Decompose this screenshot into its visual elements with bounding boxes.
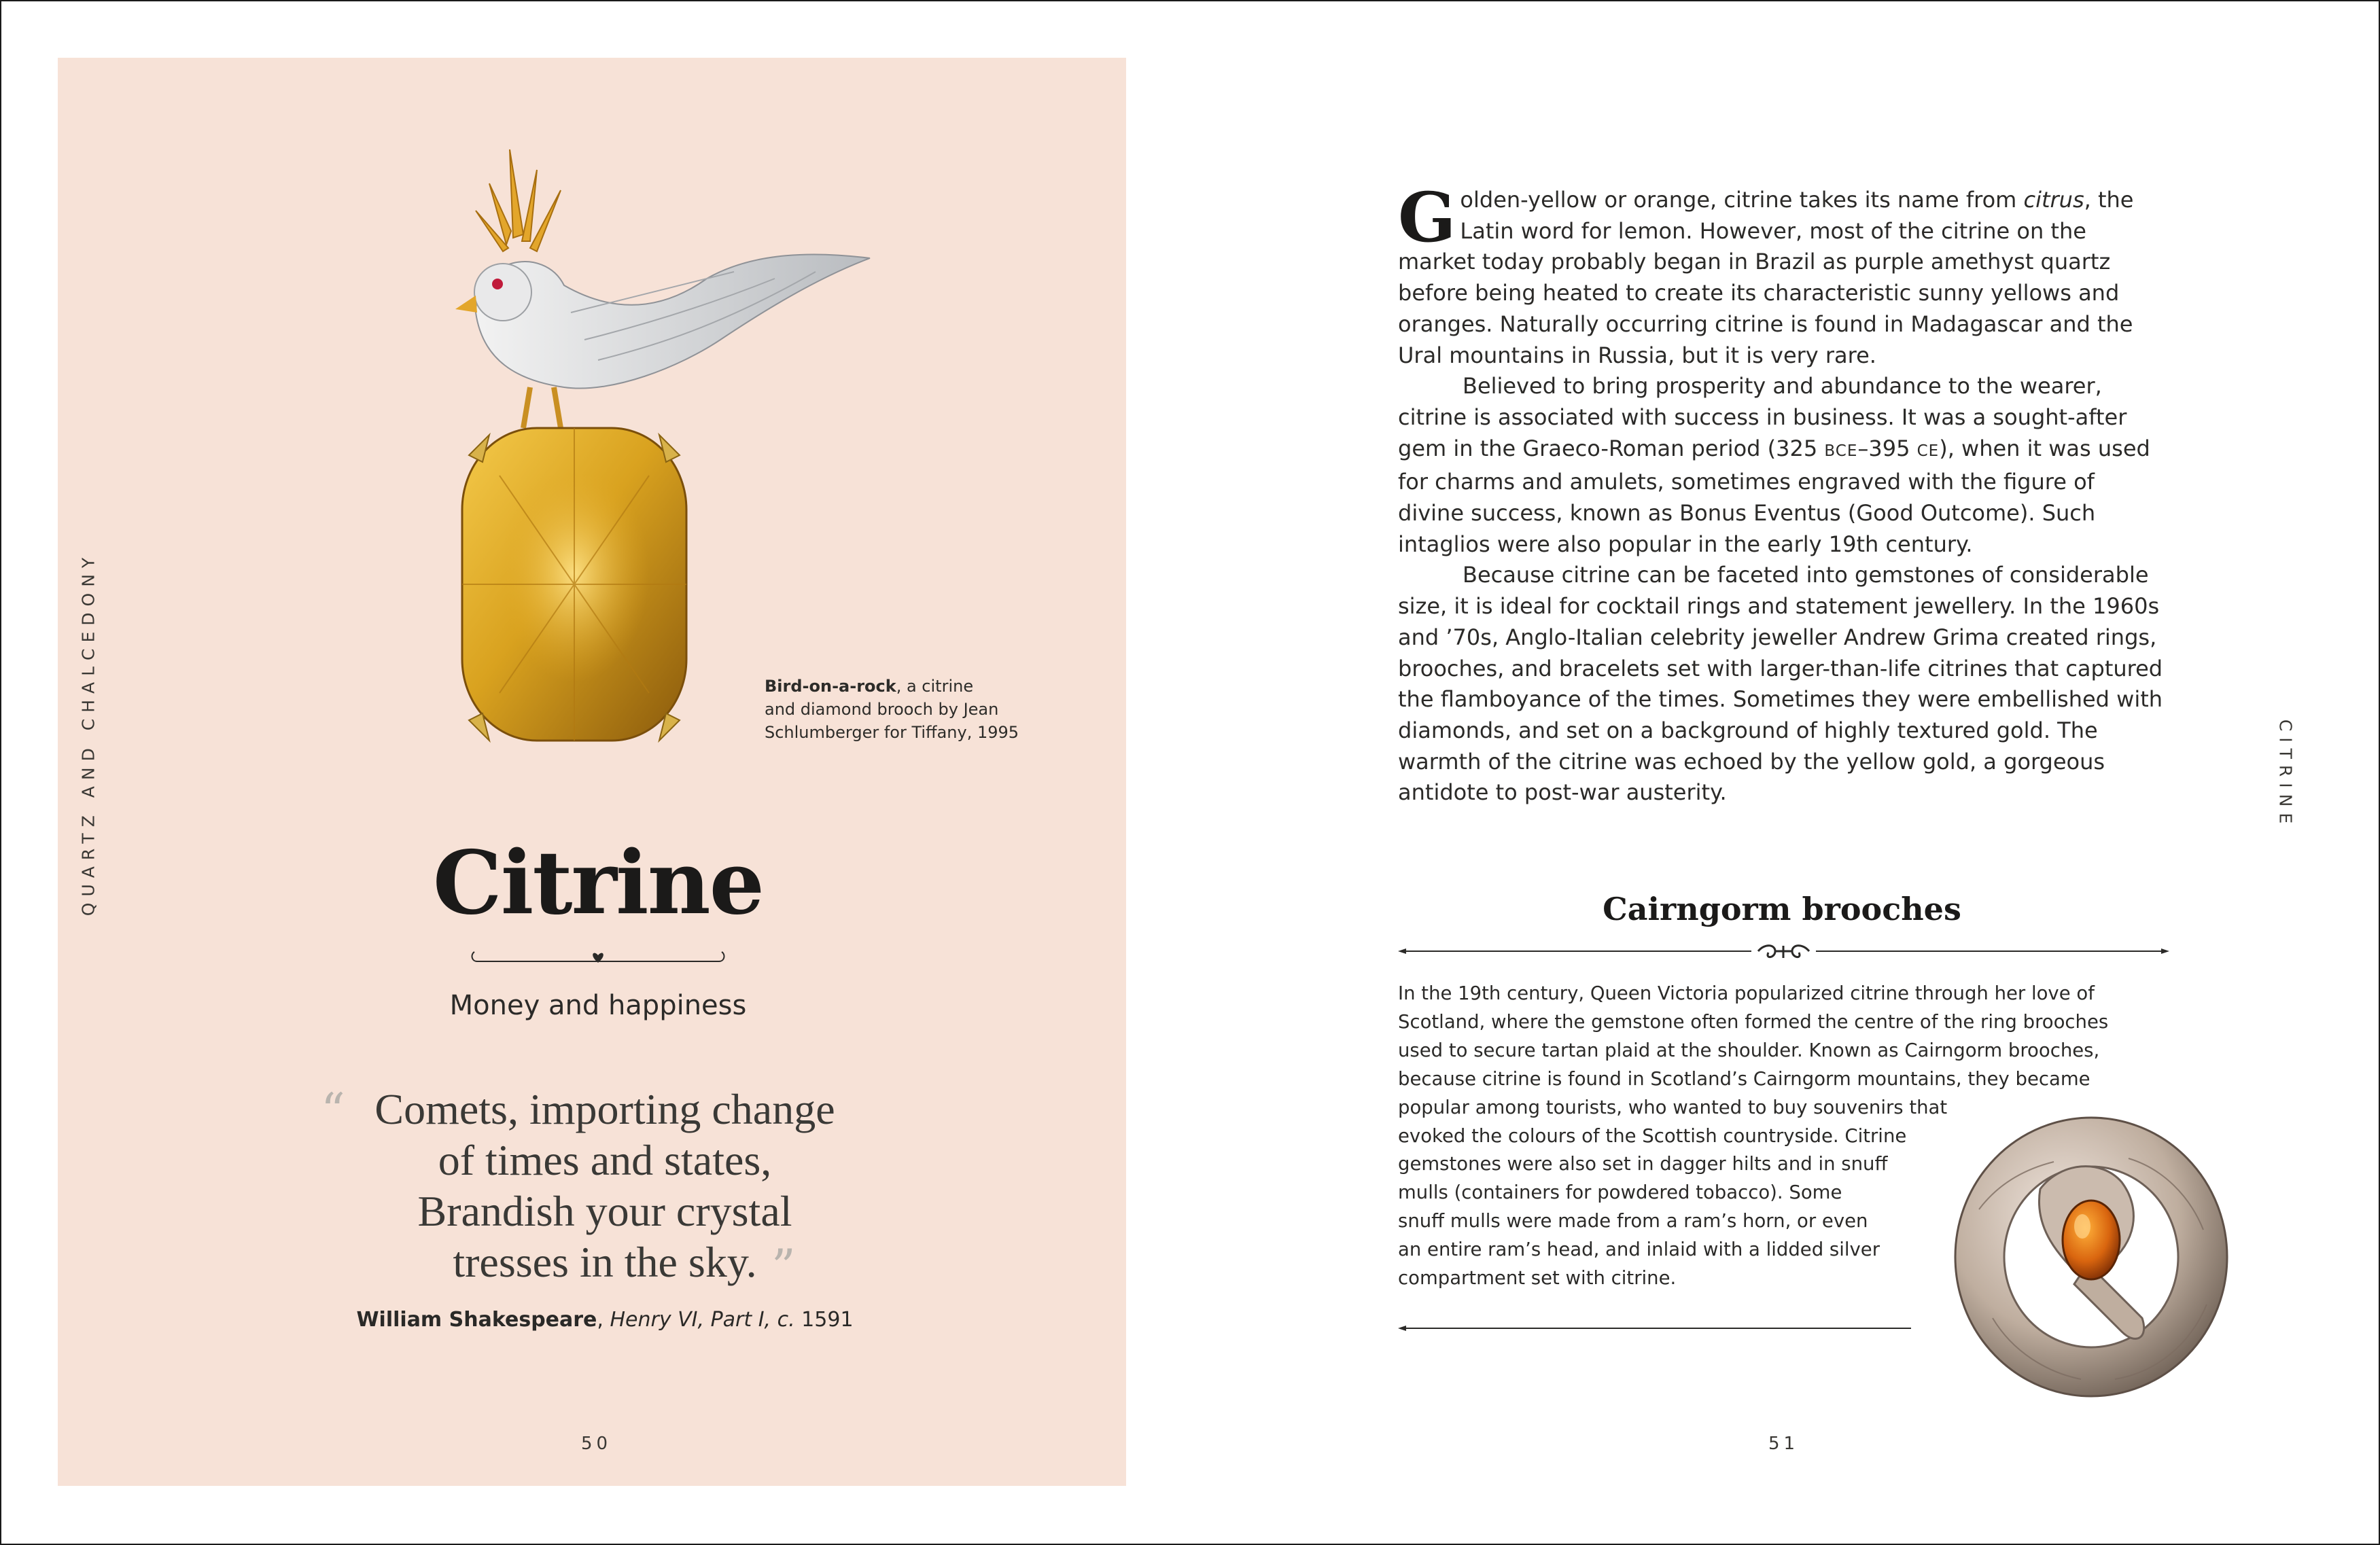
section-divider — [1398, 939, 2169, 966]
paragraph-1-start: olden-yellow or orange, citrine takes its name from — [1460, 187, 2024, 213]
cairngorm-brooch-image — [1938, 1094, 2244, 1420]
section-line-7: gemstones were also set in dagger hilts and in snuff — [1398, 1153, 1888, 1175]
quote-line-3: Brandish your crystal — [417, 1187, 792, 1235]
section-line-6: evoked the colours of the Scottish countryside. Citrine — [1398, 1124, 1907, 1147]
section-line-4: because citrine is found in Scotland’s Cairngorm mountains, they became — [1398, 1067, 2090, 1090]
article-body — [1398, 177, 2166, 809]
bottom-divider — [1398, 1321, 1911, 1335]
quote-attribution — [292, 1304, 917, 1335]
paragraph-2-mid: –395 — [1857, 435, 1917, 461]
section-line-11: compartment set with citrine. — [1398, 1267, 1677, 1290]
page-title: Citrine — [432, 832, 764, 934]
section-line-8: mulls (containers for powdered tobacco). Some — [1398, 1182, 1842, 1204]
paragraph-2 — [1398, 371, 2166, 560]
drop-cap: G — [1398, 177, 1456, 258]
attribution-work: Henry VI, Part I, c. — [610, 1308, 795, 1332]
close-quote-mark: ” — [771, 1239, 796, 1295]
paragraph-1 — [1398, 177, 2166, 371]
open-quote-mark: “ — [321, 1083, 345, 1139]
left-side-label: QUARTZ AND CHALCEDONY — [78, 551, 99, 917]
section-line-9: snuff mulls were made from a ram’s horn, or even — [1398, 1210, 1868, 1232]
section-heading: Cairngorm brooches — [1603, 891, 1961, 927]
section-line-1: In the 19th century, Queen Victoria popularized citrine through her love of — [1398, 982, 2095, 1004]
caption-line-3: Schlumberger for Tiffany, 1995 — [765, 723, 1019, 742]
era-ce: CE — [1917, 442, 1940, 460]
ornamental-divider — [469, 948, 727, 968]
section-line-3: used to secure tartan plaid at the shoulder. Known as Cairngorm brooches, — [1398, 1039, 2100, 1061]
subtitle: Money and happiness — [449, 990, 747, 1021]
paragraph-3: Because citrine can be faceted into gemstones of considerable size, it is ideal for cocktail rings and statement jewellery. In the 1960s and ’70s, Anglo-Italian celebrity jeweller Andrew Grima created rings, brooches, and bracelets set with larger-than-life citrines that captured the flamboyance of the times. Sometimes they were embellished with diamonds, and set on a background of highly textured gold. The warmth of the citrine was echoed by the yellow gold, a gorgeous antidote to post-war austerity. — [1398, 562, 2163, 806]
paragraph-1-rest: , the Latin word for lemon. However, most of the citrine on the market today probably began in Brazil as purple amethyst quartz before being heated to create its characteristic sunny yellows and oranges. Naturally occurring citrine is found in Madagascar and the Ural mountains in Russia, but it is very rare. — [1398, 187, 2134, 368]
quote-line-2: of times and states, — [438, 1136, 772, 1184]
paragraph-2-start: Believed to bring prosperity and abundance to the wearer, citrine is associated with success in business. It was a sought-after gem in the Graeco-Roman period (325 — [1398, 373, 2127, 461]
section-line-2: Scotland, where the gemstone often formed the centre of the ring brooches — [1398, 1010, 2109, 1033]
epigraph-quote — [292, 1084, 917, 1288]
page-number-left: 50 — [581, 1434, 612, 1454]
caption-line-2: and diamond brooch by Jean — [765, 700, 999, 719]
page-number-right: 51 — [1768, 1434, 1800, 1454]
attribution-year: 1591 — [794, 1308, 854, 1332]
attribution-author: William Shakespeare — [356, 1308, 597, 1332]
caption-line-1: , a citrine — [896, 677, 974, 696]
quote-line-1: Comets, importing change — [374, 1085, 835, 1133]
quote-line-4: tresses in the sky. — [453, 1238, 757, 1286]
section-line-5: popular among tourists, who wanted to buy souvenirs that — [1398, 1096, 1948, 1118]
paragraph-2-rest: ), when it was used for charms and amulets, sometimes engraved with the figure of divine success, known as Bonus Eventus (Good Outcome). Such intaglios were also popular in the early 19th century. — [1398, 435, 2150, 557]
right-side-label: CITRINE — [2275, 719, 2296, 830]
image-caption — [765, 675, 1050, 744]
attribution-separator: , — [597, 1308, 610, 1332]
caption-bold-title: Bird-on-a-rock — [765, 677, 896, 696]
paragraph-1-italic: citrus — [2023, 187, 2084, 213]
section-line-10: an entire ram’s head, and inlaid with a lidded silver — [1398, 1239, 1880, 1261]
era-bce: BCE — [1824, 442, 1858, 460]
